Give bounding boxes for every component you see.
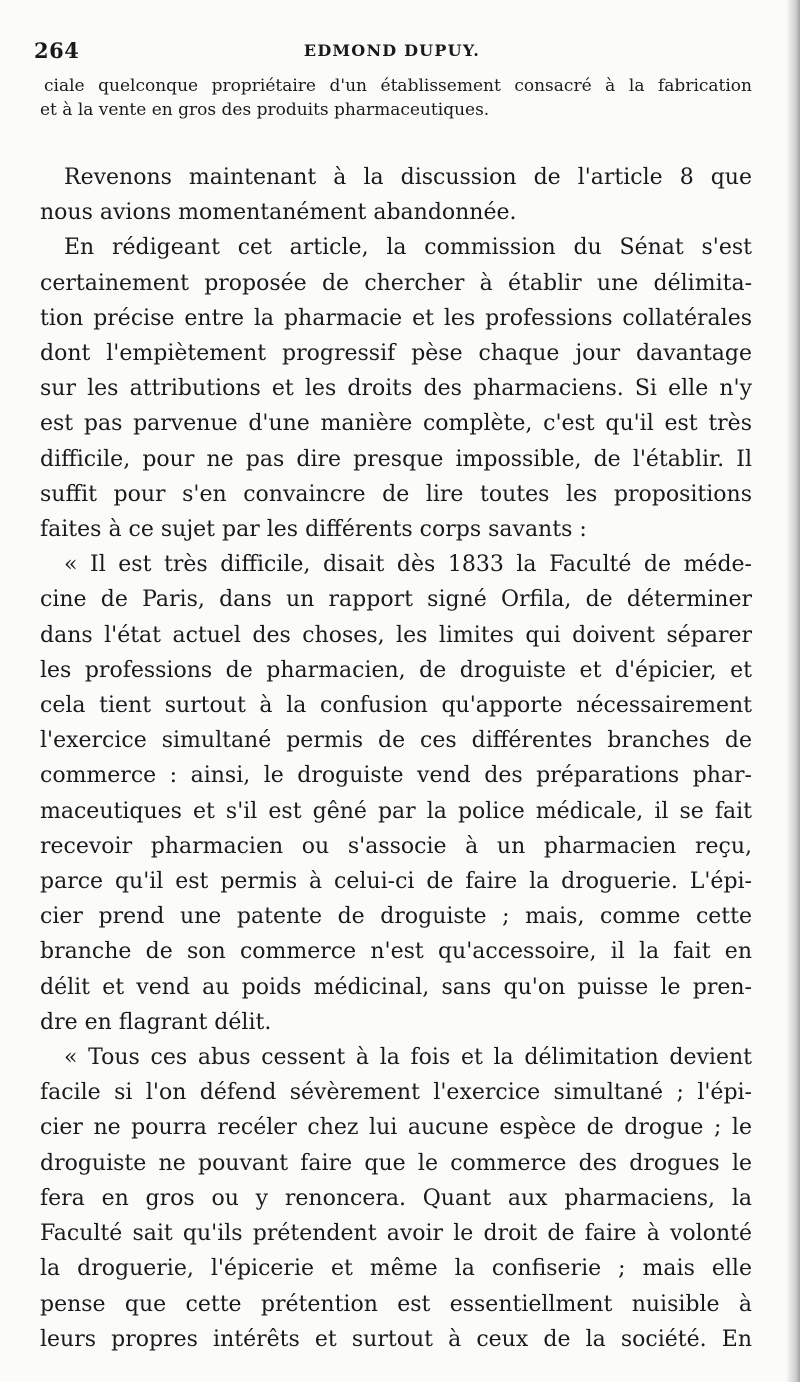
text-line: cier ne pourra recéler chez lui aucune espèce de drogue ; le <box>40 1115 752 1141</box>
page-edge-shadow <box>786 0 800 1382</box>
text-line: commerce : ainsi, le droguiste vend des préparations phar- <box>40 763 752 789</box>
text-line: « Il est très difficile, disait dès 1833 la Faculté de méde- <box>64 552 752 578</box>
body-paragraphs <box>40 160 752 1357</box>
page-header <box>34 38 750 66</box>
text-line: suffit pour s'en convaincre de lire toutes les propositions <box>40 481 752 507</box>
text-line: les professions de pharmacien, de droguiste et d'épicier, et <box>40 657 752 683</box>
text-line: dre en flagrant délit. <box>40 1009 272 1035</box>
text-line: recevoir pharmacien ou s'associe à un pharmacien reçu, <box>40 833 752 859</box>
running-head: EDMOND DUPUY. <box>303 41 481 60</box>
text-line: est pas parvenue d'une manière complète, c'est qu'il est très <box>40 411 752 437</box>
text-line: Faculté sait qu'ils prétendent avoir le droit de faire à volonté <box>40 1221 752 1247</box>
text-line: délit et vend au poids médicinal, sans qu'on puisse le pren- <box>40 974 752 1000</box>
text-line: En rédigeant cet article, la commission du Sénat s'est <box>64 235 752 261</box>
text-line: dans l'état actuel des choses, les limites qui doivent séparer <box>40 622 752 648</box>
text-line: faites à ce sujet par les différents corps savants : <box>40 517 587 543</box>
text-line: dont l'empiètement progressif pèse chaque jour davantage <box>40 341 752 367</box>
text-line: fera en gros ou y renoncera. Quant aux pharmaciens, la <box>40 1185 752 1211</box>
text-line: cela tient surtout à la confusion qu'apporte nécessairement <box>40 693 752 719</box>
note-line: ciale quelconque propriétaire d'un établissement consacré à la fabrication <box>44 76 752 96</box>
text-line: branche de son commerce n'est qu'accessoire, il la fait en <box>40 939 752 965</box>
text-line: pense que cette prétention est essentiellment nuisible à <box>40 1291 752 1317</box>
text-line: cine de Paris, dans un rapport signé Orfila, de déterminer <box>40 587 752 613</box>
text-line: leurs propres intérêts et surtout à ceux de la société. En <box>40 1326 752 1352</box>
text-line: facile si l'on défend sévèrement l'exercice simultané ; l'épi- <box>40 1080 752 1106</box>
note-line: et à la vente en gros des produits pharmaceutiques. <box>40 100 490 120</box>
continued-note <box>40 74 752 122</box>
text-line: droguiste ne pouvant faire que le commerce des drogues le <box>40 1150 752 1176</box>
text-line: Revenons maintenant à la discussion de l'article 8 que <box>64 165 752 190</box>
page-number: 264 <box>34 38 80 63</box>
text-line: cier prend une patente de droguiste ; mais, comme cette <box>40 904 752 930</box>
text-line: maceutiques et s'il est gêné par la police médicale, il se fait <box>40 798 752 824</box>
page-body <box>40 74 752 1357</box>
text-line: parce qu'il est permis à celui-ci de faire la droguerie. L'épi- <box>40 869 752 895</box>
text-line: l'exercice simultané permis de ces différentes branches de <box>40 728 752 754</box>
text-line: difficile, pour ne pas dire presque impossible, de l'établir. Il <box>40 446 752 472</box>
text-line: nous avions momentanément abandonnée. <box>40 200 517 226</box>
text-line: sur les attributions et les droits des pharmaciens. Si elle n'y <box>40 376 752 402</box>
text-line: la droguerie, l'épicerie et même la confiserie ; mais elle <box>40 1256 752 1282</box>
text-line: tion précise entre la pharmacie et les professions collatérales <box>40 305 752 331</box>
text-line: certainement proposée de chercher à établir une délimita- <box>40 270 752 296</box>
text-line: « Tous ces abus cessent à la fois et la délimitation devient <box>64 1045 752 1071</box>
